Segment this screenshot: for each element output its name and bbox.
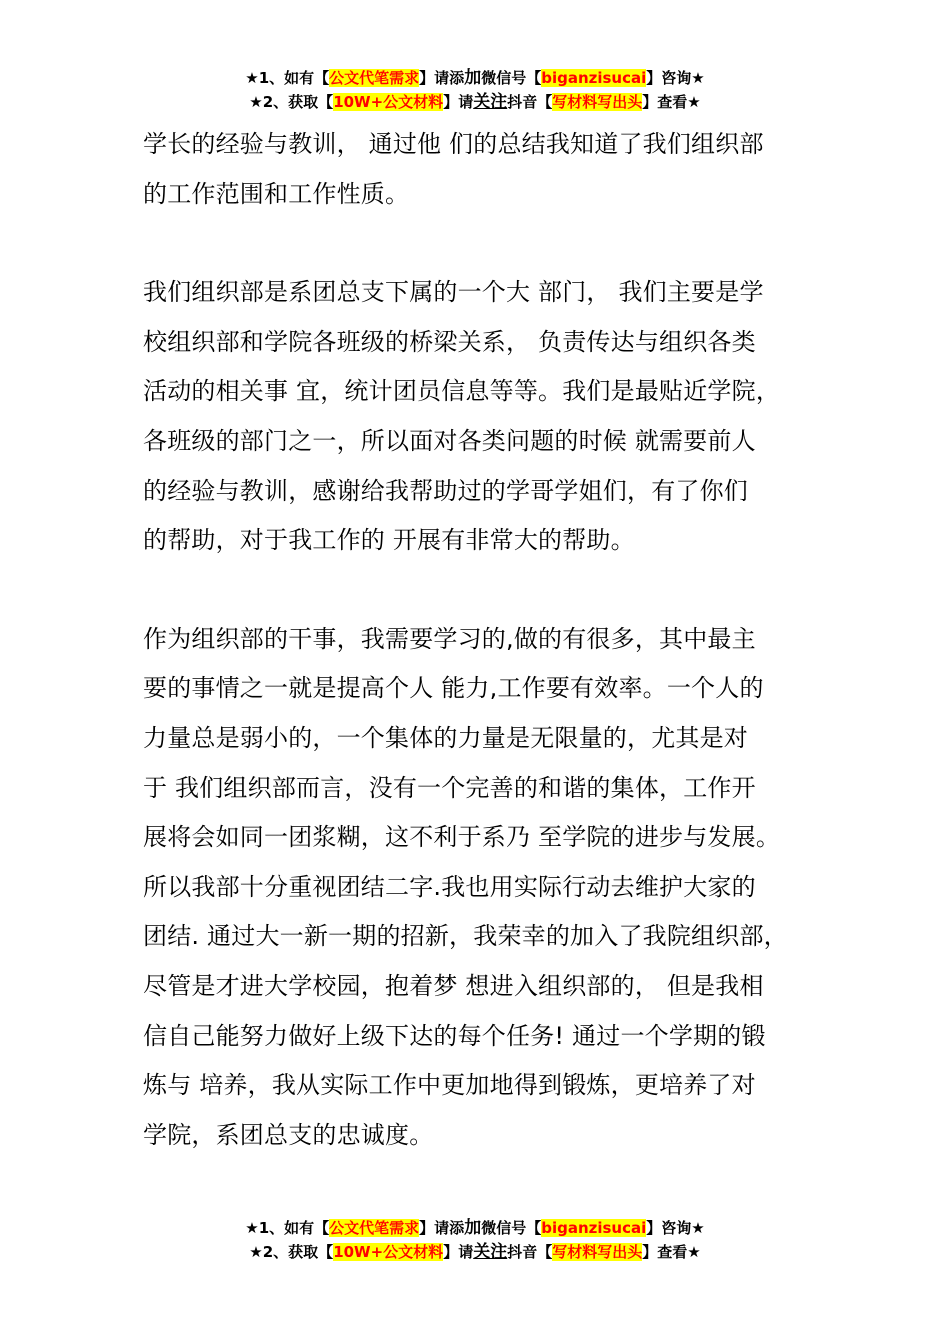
footer-douyin-highlight: 写材料写出头: [552, 1243, 643, 1261]
body-line: 要的事情之一就是提高个人 能力,工作要有效率。一个人的: [143, 674, 764, 703]
footer-line-2: [0, 1240, 950, 1264]
header-line-1-mid: 】请添: [419, 69, 465, 87]
paragraph-gap: [143, 219, 833, 268]
body-line: 团结. 通过大一新一期的招新，我荣幸的加入了我院组织部，: [143, 922, 788, 951]
footer-line-1-prefix: ★1、如有【: [245, 1219, 330, 1237]
footer-line-2-follow: 关注: [473, 1242, 508, 1262]
body-line: 的工作范围和工作性质。: [143, 179, 410, 208]
body-line: 力量总是弱小的，一个集体的力量是无限量的，尤其是对: [143, 723, 748, 752]
body-line: 学长的经验与教训， 通过他 们的总结我知道了我们组织部: [143, 130, 764, 158]
footer-banner: [0, 1216, 950, 1264]
document-body: [143, 120, 833, 1160]
body-line: 的经验与教训，感谢给我帮助过的学哥学姐们，有了你们: [143, 476, 748, 505]
body-line: 所以我部十分重视团结二字.我也用实际行动去维护大家的: [143, 872, 756, 901]
header-line-1-prefix: ★1、如有【: [245, 69, 330, 87]
body-line: 的帮助，对于我工作的 开展有非常大的帮助。: [143, 526, 635, 555]
header-wechat-id-highlight: biganzisucai: [541, 69, 647, 87]
header-line-2: [0, 90, 950, 114]
body-line: 于 我们组织部而言，没有一个完善的和谐的集体，工作开: [143, 773, 756, 802]
paragraph-gap: [143, 566, 833, 615]
header-line-2-mid: 】请: [443, 93, 474, 111]
footer-service-highlight: 公文代笔需求: [329, 1219, 420, 1237]
footer-line-2-prefix: ★2、获取【: [249, 1243, 334, 1261]
footer-line-2-douyin-label: 抖音【: [507, 1243, 553, 1261]
body-line: 展将会如同一团浆糊，这不利于系乃 至学院的进步与发展。: [143, 823, 781, 852]
header-douyin-highlight: 写材料写出头: [552, 93, 643, 111]
footer-line-1-suffix: 】咨询★: [646, 1219, 705, 1237]
body-line: 信自己能努力做好上级下达的每个任务! 通过一个学期的锻: [143, 1021, 766, 1050]
footer-line-1-mid: 】请添: [419, 1219, 465, 1237]
footer-line-2-mid: 】请: [443, 1243, 474, 1261]
body-line: 学院，系团总支的忠诚度。: [143, 1120, 434, 1149]
header-line-2-follow: 关注: [473, 92, 508, 112]
footer-wechat-id-highlight: biganzisucai: [541, 1219, 647, 1237]
header-service-highlight: 公文代笔需求: [329, 69, 420, 87]
header-line-1: [0, 66, 950, 90]
header-line-1-wechat-label: 微信号【: [481, 69, 542, 87]
body-line: 作为组织部的干事，我需要学习的,做的有很多，其中最主: [143, 624, 756, 653]
header-line-2-prefix: ★2、获取【: [249, 93, 334, 111]
body-line: 我们组织部是系团总支下属的一个大 部门， 我们主要是学: [143, 278, 764, 307]
footer-line-1: [0, 1216, 950, 1240]
body-line: 尽管是才进大学校园，抱着梦 想进入组织部的， 但是我相: [143, 971, 764, 1000]
body-line: 校组织部和学院各班级的桥梁关系， 负责传达与组织各类: [143, 327, 756, 356]
header-line-2-suffix: 】查看★: [642, 93, 701, 111]
header-materials-highlight: 10W+公文材料: [333, 93, 444, 111]
header-line-2-douyin-label: 抖音【: [507, 93, 553, 111]
footer-line-1-wechat-label: 微信号【: [481, 1219, 542, 1237]
body-line: 炼与 培养，我从实际工作中更加地得到锻炼，更培养了对: [143, 1071, 756, 1100]
body-line: 活动的相关事 宜，统计团员信息等等。我们是最贴近学院，: [143, 377, 781, 406]
header-line-1-add: 加: [464, 68, 482, 88]
footer-line-2-suffix: 】查看★: [642, 1243, 701, 1261]
header-banner: [0, 66, 950, 114]
footer-line-1-add: 加: [464, 1218, 482, 1238]
header-line-1-suffix: 】咨询★: [646, 69, 705, 87]
footer-materials-highlight: 10W+公文材料: [333, 1243, 444, 1261]
body-line: 各班级的部门之一，所以面对各类问题的时候 就需要前人: [143, 426, 756, 455]
